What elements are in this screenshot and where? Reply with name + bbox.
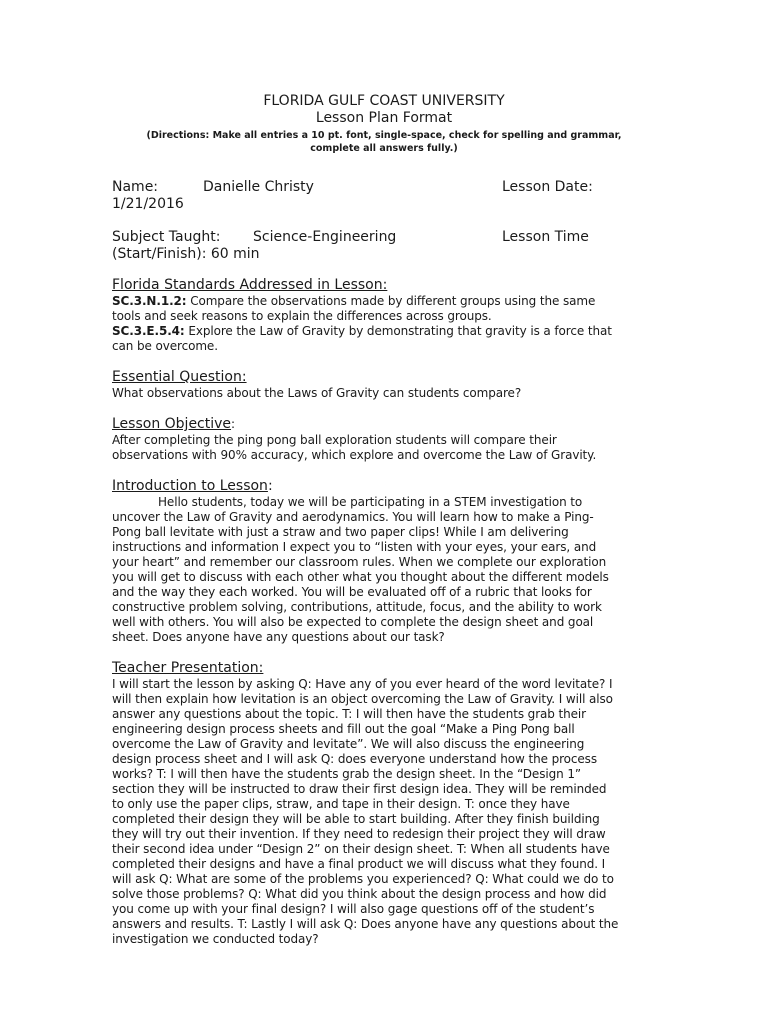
lesson-plan-page	[112, 93, 656, 947]
directions-line-1: (Directions: Make all entries a 10 pt. font, single-space, check for spelling and grammar,	[146, 130, 622, 141]
paragraph-line: works? T: I will then have the students grab the design sheet. In the “Design 1”	[112, 767, 581, 781]
paragraph-line: to only use the paper clips, straw, and tape in their design. T: once they have	[112, 797, 570, 811]
paragraph-line: their second idea under “Design 2” on their design sheet. T: When all students have	[112, 842, 610, 856]
objective-heading: Lesson Objective	[112, 416, 232, 432]
paragraph-line: Hello students, today we will be participating in a STEM investigation to	[158, 495, 583, 509]
paragraph-line: will ask Q: What are some of the problems you experienced? Q: What could we do to	[112, 872, 614, 886]
name-row	[112, 179, 656, 196]
standards-section	[112, 277, 656, 354]
subject-value: Science-Engineering	[253, 229, 397, 245]
paragraph-line: section they will be instructed to draw their first design idea. They will be reminded	[112, 782, 607, 796]
standards-heading: Florida Standards Addressed in Lesson:	[112, 277, 388, 293]
time-label: Lesson Time	[502, 229, 589, 245]
standard-item	[112, 324, 656, 354]
paragraph-line: overcome the Law of Gravity and levitate”. We will also discuss the engineering	[112, 737, 585, 751]
time-value: (Start/Finish): 60 min	[112, 246, 260, 262]
paragraph-line: you will get to discuss with each other what you thought about the different models	[112, 570, 609, 584]
standard-text: Compare the observations made by different groups using the same	[186, 294, 596, 308]
standard-text-continued: tools and seek reasons to explain the differences across groups.	[112, 309, 492, 323]
paragraph-line: investigation we conducted today?	[112, 932, 319, 946]
paragraph-line: I will start the lesson by asking Q: Have any of you ever heard of the word levitate? I	[112, 677, 613, 691]
introduction-heading-wrap	[112, 478, 656, 495]
name-block	[112, 179, 656, 213]
paragraph-line: answer any questions about the topic. T: I will then have the students grab their	[112, 707, 586, 721]
standard-item	[112, 294, 656, 324]
date-value: 1/21/2016	[112, 196, 184, 212]
essential-question-heading: Essential Question:	[112, 369, 247, 385]
standard-code: SC.3.E.5.4:	[112, 324, 185, 338]
subject-row	[112, 229, 656, 246]
date-label: Lesson Date:	[502, 179, 593, 195]
essential-question-text: What observations about the Laws of Gravity can students compare?	[112, 386, 522, 400]
objective-section	[112, 416, 656, 463]
objective-heading-colon: :	[231, 417, 236, 431]
standard-code: SC.3.N.1.2:	[112, 294, 187, 308]
paragraph-line: will then explain how levitation is an object overcoming the Law of Gravity. I will also	[112, 692, 613, 706]
paragraph-line: uncover the Law of Gravity and aerodynamics. You will learn how to make a Ping-	[112, 510, 594, 524]
paragraph-line: and the way they each worked. You will be evaluated off of a rubric that looks for	[112, 585, 592, 599]
paragraph-line: design process sheet and I will ask Q: does everyone understand how the process	[112, 752, 597, 766]
paragraph-line: they will try out their invention. If they need to redesign their project they will draw	[112, 827, 606, 841]
directions	[112, 129, 656, 155]
paragraph-line: you come up with your final design? I will also gage questions off of the student’s	[112, 902, 595, 916]
name-label: Name:	[112, 179, 159, 195]
introduction-body	[112, 495, 656, 645]
teacher-presentation-section	[112, 660, 656, 947]
subject-label: Subject Taught:	[112, 229, 221, 245]
paragraph-line: completed their design they will be able to start building. After they finish building	[112, 812, 600, 826]
introduction-heading: Introduction to Lesson	[112, 478, 268, 494]
paragraph-line: well with others. You will also be expected to complete the design sheet and goal	[112, 615, 594, 629]
introduction-heading-colon: :	[267, 478, 273, 494]
objective-heading-wrap	[112, 416, 656, 433]
directions-line-2: complete all answers fully.)	[310, 143, 458, 154]
document-subtitle: Lesson Plan Format	[315, 110, 453, 126]
paragraph-line: sheet. Does anyone have any questions about our task?	[112, 630, 445, 644]
paragraph-line: instructions and information I expect you to “listen with your eyes, your ears, and	[112, 540, 597, 554]
objective-line-1: After completing the ping pong ball exploration students will compare their	[112, 433, 557, 447]
teacher-presentation-heading: Teacher Presentation:	[112, 660, 264, 676]
paragraph-line: solve those problems? Q: What did you think about the design process and how did	[112, 887, 607, 901]
objective-line-2: observations with 90% accuracy, which explore and overcome the Law of Gravity.	[112, 448, 597, 462]
paragraph-line: your heart” and remember our classroom rules. When we complete our exploration	[112, 555, 607, 569]
essential-question-section	[112, 369, 656, 401]
paragraph-line: completed their designs and have a final product we will discuss what they found. I	[112, 857, 606, 871]
standard-text: Explore the Law of Gravity by demonstrating that gravity is a force that	[184, 324, 612, 338]
introduction-section	[112, 478, 656, 645]
subject-block	[112, 229, 656, 263]
paragraph-line: answers and results. T: Lastly I will ask Q: Does anyone have any questions about the	[112, 917, 619, 931]
paragraph-line: Pong ball levitate with just a straw and two paper clips! While I am delivering	[112, 525, 569, 539]
teacher-presentation-body	[112, 677, 656, 947]
name-value: Danielle Christy	[203, 179, 314, 195]
university-title: FLORIDA GULF COAST UNIVERSITY	[263, 93, 505, 109]
paragraph-line: constructive problem solving, contributions, attitude, focus, and the ability to work	[112, 600, 602, 614]
paragraph-line: engineering design process sheets and fill out the goal “Make a Ping Pong ball	[112, 722, 575, 736]
standard-text-continued: can be overcome.	[112, 339, 218, 353]
